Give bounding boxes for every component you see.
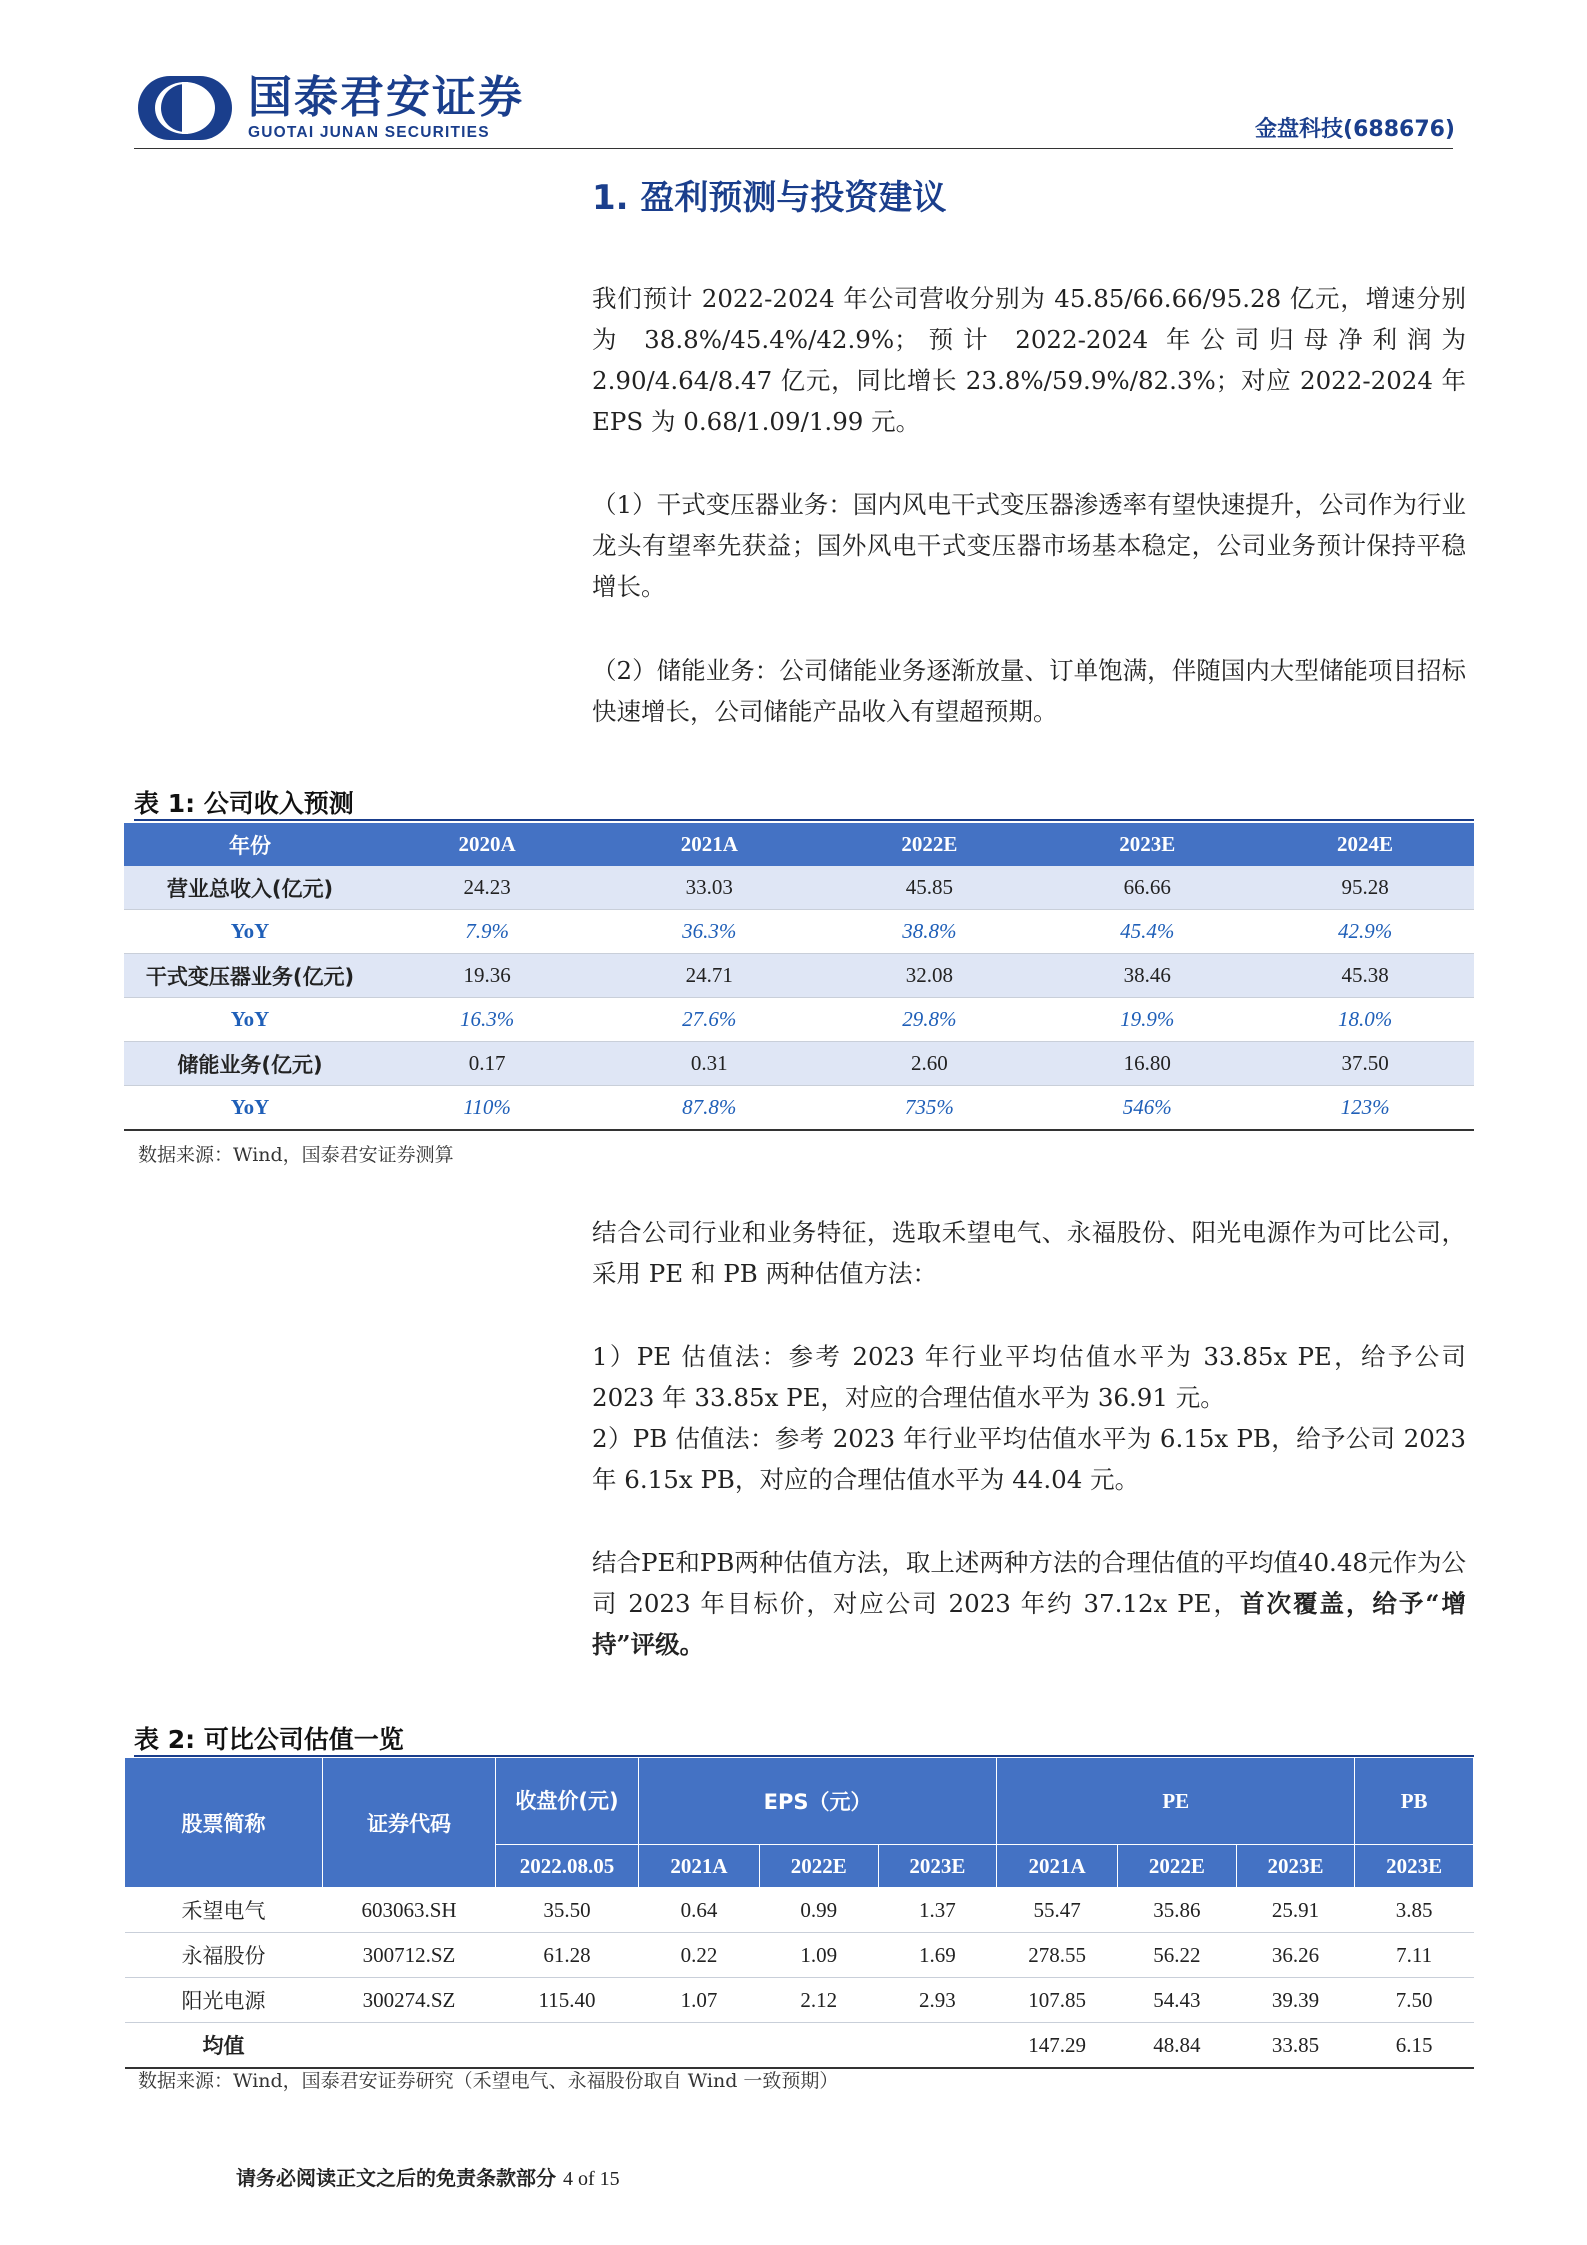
header-cell: 2021A xyxy=(997,1845,1118,1888)
table-cell: 38.8% xyxy=(820,910,1038,954)
header-cell: 2022E xyxy=(820,823,1038,866)
table-cell: 36.26 xyxy=(1236,1933,1355,1978)
table-cell: 147.29 xyxy=(997,2023,1118,2069)
table-cell: 33.03 xyxy=(598,866,820,910)
forecast-paragraph: 我们预计 2022-2024 年公司营收分别为 45.85/66.66/95.28 亿元，增速分别为 38.8%/45.4%/42.9%；预计 2022-2024 年公司归母净利润为 2.90/4.64/8.47 亿元，同比增长 23.8%/59.9%/82.3%；对应 2022-2024 年 EPS 为 0.68/1.09/1.99 元。 xyxy=(592,284,1466,436)
table-cell: 38.46 xyxy=(1038,954,1256,998)
table-cell: 95.28 xyxy=(1256,866,1474,910)
empty-cell xyxy=(496,2023,639,2069)
table-cell: 107.85 xyxy=(997,1978,1118,2023)
header-cell: 2024E xyxy=(1256,823,1474,866)
empty-cell xyxy=(759,2023,878,2069)
table-cell: 27.6% xyxy=(598,998,820,1042)
table-row xyxy=(124,1042,1474,1086)
table-cell: 42.9% xyxy=(1256,910,1474,954)
table-cell: 24.23 xyxy=(376,866,598,910)
header-divider xyxy=(134,148,1453,149)
page-number: 4 of 15 xyxy=(562,2168,620,2190)
table-cell: 7.50 xyxy=(1355,1978,1474,2023)
header-cell: 2021A xyxy=(639,1845,760,1888)
table-cell: 278.55 xyxy=(997,1933,1118,1978)
table-cell: 0.99 xyxy=(759,1888,878,1933)
header-cell: 2023E xyxy=(1236,1845,1355,1888)
header-cell: 2023E xyxy=(878,1845,997,1888)
header-eps: EPS（元） xyxy=(639,1758,997,1845)
table-cell: 16.3% xyxy=(376,998,598,1042)
table-cell: 1.69 xyxy=(878,1933,997,1978)
table-cell: 6.15 xyxy=(1355,2023,1474,2069)
empty-cell xyxy=(323,2023,496,2069)
header-cell: 2023E xyxy=(1038,823,1256,866)
stock-code: 603063.SH xyxy=(323,1888,496,1933)
table-cell: 2.12 xyxy=(759,1978,878,2023)
table-row xyxy=(125,1978,1474,2023)
pb-valuation-paragraph: 2）PB 估值法：参考 2023 年行业平均估值水平为 6.15x PB，给予公司 2023 年 6.15x PB，对应的合理估值水平为 44.04 元。 xyxy=(592,1424,1466,1494)
table-cell: 1.09 xyxy=(759,1933,878,1978)
empty-cell xyxy=(639,2023,760,2069)
table-row xyxy=(125,1888,1474,1933)
table-cell: 48.84 xyxy=(1118,2023,1237,2069)
table-cell: 56.22 xyxy=(1118,1933,1237,1978)
table-row xyxy=(124,998,1474,1042)
table-row xyxy=(125,1933,1474,1978)
company-logo xyxy=(136,72,524,144)
logo-english-name: GUOTAI JUNAN SECURITIES xyxy=(248,124,490,141)
table-cell: 45.4% xyxy=(1038,910,1256,954)
table-cell: 36.3% xyxy=(598,910,820,954)
table-cell: 123% xyxy=(1256,1086,1474,1131)
gtja-logo-icon xyxy=(136,72,234,144)
table-cell: 0.64 xyxy=(639,1888,760,1933)
table-cell: 0.31 xyxy=(598,1042,820,1086)
table-cell: 110% xyxy=(376,1086,598,1131)
header-cell: 2021A xyxy=(598,823,820,866)
rating-text: 首次覆盖，给予“增持”评级。 xyxy=(592,1589,1466,1659)
table-header-row xyxy=(125,1758,1474,1845)
table1-source: 数据来源：Wind，国泰君安证券测算 xyxy=(138,1144,454,1166)
table-cell: 0.22 xyxy=(639,1933,760,1978)
stock-code: 300274.SZ xyxy=(323,1978,496,2023)
row-label: YoY xyxy=(124,1086,376,1131)
comparables-paragraph: 结合公司行业和业务特征，选取禾望电气、永福股份、阳光电源作为可比公司，采用 PE 和 PB 两种估值方法： xyxy=(592,1218,1466,1288)
table-cell: 61.28 xyxy=(496,1933,639,1978)
table-header-row xyxy=(124,823,1474,866)
header-stock-name: 股票简称 xyxy=(125,1758,323,1888)
header-date: 2022.08.05 xyxy=(496,1845,639,1888)
table-cell: 115.40 xyxy=(496,1978,639,2023)
table-cell: 66.66 xyxy=(1038,866,1256,910)
table-cell: 2.60 xyxy=(820,1042,1038,1086)
row-label: YoY xyxy=(124,910,376,954)
table-cell: 45.38 xyxy=(1256,954,1474,998)
table-cell: 55.47 xyxy=(997,1888,1118,1933)
table-cell: 3.85 xyxy=(1355,1888,1474,1933)
table2-source: 数据来源：Wind，国泰君安证券研究（禾望电气、永福股份取自 Wind 一致预期） xyxy=(138,2070,839,2092)
header-cell: 2023E xyxy=(1355,1845,1474,1888)
stock-name: 永福股份 xyxy=(125,1933,323,1978)
table-cell: 45.85 xyxy=(820,866,1038,910)
header-cell: 2022E xyxy=(759,1845,878,1888)
storage-paragraph: （2）储能业务：公司储能业务逐渐放量、订单饱满，伴随国内大型储能项目招标快速增长，公司储能产品收入有望超预期。 xyxy=(592,656,1466,726)
row-label: YoY xyxy=(124,998,376,1042)
table-cell: 735% xyxy=(820,1086,1038,1131)
table-cell: 35.50 xyxy=(496,1888,639,1933)
company-ticker: 金盘科技(688676) xyxy=(1255,117,1455,142)
table-cell: 29.8% xyxy=(820,998,1038,1042)
table-cell: 19.9% xyxy=(1038,998,1256,1042)
pe-valuation-paragraph: 1）PE 估值法：参考 2023 年行业平均估值水平为 33.85x PE，给予公司 2023 年 33.85x PE，对应的合理估值水平为 36.91 元。 xyxy=(592,1342,1466,1412)
table-cell: 1.37 xyxy=(878,1888,997,1933)
table-row xyxy=(124,1086,1474,1131)
table-cell: 7.9% xyxy=(376,910,598,954)
table-row xyxy=(124,910,1474,954)
table-cell: 32.08 xyxy=(820,954,1038,998)
empty-cell xyxy=(878,2023,997,2069)
table-cell: 1.07 xyxy=(639,1978,760,2023)
logo-chinese-name: 国泰君安证券 xyxy=(248,72,524,123)
table-cell: 35.86 xyxy=(1118,1888,1237,1933)
stock-code: 300712.SZ xyxy=(323,1933,496,1978)
table-cell: 7.11 xyxy=(1355,1933,1474,1978)
row-label: 营业总收入(亿元) xyxy=(124,866,376,910)
header-cell: 2020A xyxy=(376,823,598,866)
table-cell: 39.39 xyxy=(1236,1978,1355,2023)
page-footer xyxy=(236,2162,620,2191)
table-cell: 25.91 xyxy=(1236,1888,1355,1933)
table-row xyxy=(124,866,1474,910)
comparable-valuation-table xyxy=(124,1757,1474,2069)
revenue-forecast-table xyxy=(124,823,1474,1131)
table1-rule xyxy=(134,819,1474,821)
row-label: 干式变压器业务(亿元) xyxy=(124,954,376,998)
header-pe: PE xyxy=(997,1758,1355,1845)
table2-title: 表 2: 可比公司估值一览 xyxy=(134,1725,404,1754)
section-title: 1. 盈利预测与投资建议 xyxy=(592,178,947,218)
header-pb: PB xyxy=(1355,1758,1474,1845)
header-cell: 年份 xyxy=(124,823,376,866)
table-cell: 54.43 xyxy=(1118,1978,1237,2023)
header-cell: 2022E xyxy=(1118,1845,1237,1888)
header-stock-code: 证券代码 xyxy=(323,1758,496,1888)
table-cell: 87.8% xyxy=(598,1086,820,1131)
table-cell: 546% xyxy=(1038,1086,1256,1131)
table-cell: 16.80 xyxy=(1038,1042,1256,1086)
stock-name: 禾望电气 xyxy=(125,1888,323,1933)
disclaimer-text: 请务必阅读正文之后的免责条款部分 xyxy=(236,2166,556,2190)
table-cell: 33.85 xyxy=(1236,2023,1355,2069)
table-row xyxy=(124,954,1474,998)
row-label: 储能业务(亿元) xyxy=(124,1042,376,1086)
conclusion-text: 结合PE和PB两种估值方法，取上述两种方法的合理估值的平均值40.48元作为公司 2023 年目标价，对应公司 2023 年约 37.12x PE， xyxy=(592,1548,1466,1618)
conclusion-paragraph xyxy=(592,1542,1466,1665)
transformer-paragraph: （1）干式变压器业务：国内风电干式变压器渗透率有望快速提升，公司作为行业龙头有望率先获益；国外风电干式变压器市场基本稳定，公司业务预计保持平稳增长。 xyxy=(592,490,1466,601)
table-cell: 2.93 xyxy=(878,1978,997,2023)
table-cell: 0.17 xyxy=(376,1042,598,1086)
header-close-price: 收盘价(元) xyxy=(496,1758,639,1845)
table-cell: 18.0% xyxy=(1256,998,1474,1042)
table-cell: 19.36 xyxy=(376,954,598,998)
average-row xyxy=(125,2023,1474,2069)
table1-title: 表 1: 公司收入预测 xyxy=(134,789,354,818)
average-label: 均值 xyxy=(125,2023,323,2069)
table-cell: 24.71 xyxy=(598,954,820,998)
table-cell: 37.50 xyxy=(1256,1042,1474,1086)
stock-name: 阳光电源 xyxy=(125,1978,323,2023)
